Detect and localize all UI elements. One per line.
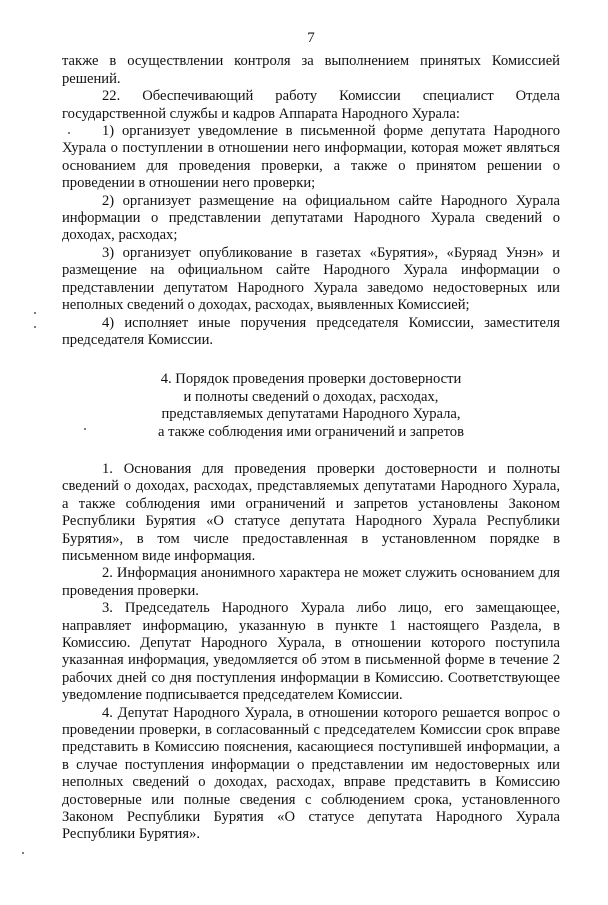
paragraph-section4-item-3: 3. Председатель Народного Хурала либо лицо, его замещающее, направляет информацию, указанную в пункте 1 настоящего Раздела, в Комиссию. Депутат Народного Хурала, в отношении которого поступила указанная информация, уведомляется об этом в письменной форме в течение 2 рабочих дней со дня поступления информации в Комиссию. Соответствующее уведомление подписывается председателем Комиссии. <box>62 600 560 704</box>
section-heading <box>62 371 560 441</box>
paragraph-subitem-2: 2) организует размещение на официальном сайте Народного Хурала информации о представлении депутатами Народного Хурала сведений о доходах, расходах; <box>62 192 560 244</box>
scan-speck <box>22 852 24 854</box>
section-heading-line: а также соблюдения ими ограничений и запретов <box>158 423 464 440</box>
scan-speck <box>34 312 36 314</box>
section-heading-line: представляемых депутатами Народного Хурала, <box>161 406 461 423</box>
paragraph-continuation: также в осуществлении контроля за выполнением принятых Комиссией решений. <box>62 53 560 87</box>
paragraph-section4-item-2: 2. Информация анонимного характера не может служить основанием для проведения проверки. <box>62 565 560 599</box>
section-heading-line: 4. Порядок проведения проверки достоверности <box>160 371 462 388</box>
paragraph-section4-item-4: 4. Депутат Народного Хурала, в отношении которого решается вопрос о проведении проверки, в согласованный с председателем Комиссии срок вправе представить в Комиссию пояснения, касающиеся поступившей информации, а в случае поступления информации о представлении им недостоверных или неполных сведений о доходах, расходах, вправе представить в Комиссию достоверные или полные сведения с соблюдением срока, установленного Законом Республики Бурятия «О статусе депутата Народного Хурала Республики Бурятия». <box>62 704 560 843</box>
scan-speck <box>84 428 86 430</box>
scan-speck <box>34 326 36 328</box>
paragraph-item-22: 22. Обеспечивающий работу Комиссии специалист Отдела государственной службы и кадров Аппарата Народного Хурала: <box>62 88 560 122</box>
paragraph-subitem-3: 3) организует опубликование в газетах «Бурятия», «Буряад Унэн» и размещение на официальном сайте Народного Хурала информации о представлении депутатом Народного Хурала заведомо недостоверных или неполных сведений о доходах, расходах, выявленных Комиссией; <box>62 244 560 314</box>
scan-speck <box>68 132 70 134</box>
document-page <box>62 30 560 844</box>
paragraph-section4-item-1: 1. Основания для проведения проверки достоверности и полноты сведений о доходах, расходах, представляемых депутатами Народного Хурала, а также соблюдения ими ограничений и запретов установлены Законом Республики Бурятия «О статусе депутата Народного Хурала Республики Бурятия», в том числе предоставленная в установленном порядке в письменном виде информация. <box>62 460 560 564</box>
section-heading-line: и полноты сведений о доходах, расходах, <box>183 388 439 405</box>
page-number: 7 <box>307 30 315 46</box>
paragraph-subitem-4: 4) исполняет иные поручения председателя Комиссии, заместителя председателя Комиссии. <box>62 314 560 348</box>
paragraph-subitem-1: 1) организует уведомление в письменной форме депутата Народного Хурала о поступлении в отношении него информации, которая может являться основанием для проведения проверки, а также о принятом решении о проведении в отношении него проверки; <box>62 123 560 192</box>
